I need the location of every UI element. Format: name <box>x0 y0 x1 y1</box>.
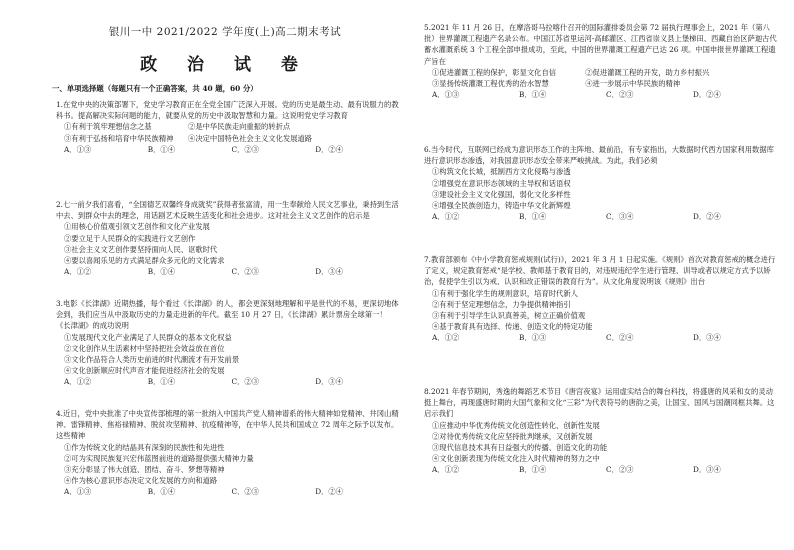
answer-choice: A．①② <box>432 333 460 343</box>
question-option: ③现代信息技术具有日益强大的传播、创造文化的功能 <box>432 443 608 453</box>
question-1 <box>56 99 399 155</box>
question-option: ①作为传统文化的结晶具有深刻的民族性和先进性 <box>64 442 225 452</box>
answer-choices <box>424 464 780 475</box>
question-option: ③显扬传统灌溉工程优秀的治水智慧 ④进一步展示中华民族的精神 <box>432 79 681 89</box>
answer-choices <box>56 376 399 387</box>
answer-choice: B．①④ <box>519 212 547 222</box>
answer-choice: A．①② <box>432 465 460 475</box>
answer-choice: A．①② <box>432 212 460 222</box>
question-option: ④增强全民族创造力，铸造中华文化新辉煌 <box>432 201 571 211</box>
question-option: ①促进灌溉工程的保护，彰显文化自信 ②促进灌溉工程的开发，助力乡村振兴 <box>432 67 710 77</box>
question-option: ②文化创作从生活素材中坚持把社会效益放在首位 <box>64 343 225 353</box>
question-stem: 8.2021 年春节期间，秀逸的舞蹈艺术节目《唐宫夜宴》运用虚实结合的舞台科技，将盛唐的风采和女的灵动挺上舞台，再现盛唐时期的大国气象和文化“三彩”为代表符号的唐韵之美，让国宝、国风与国潮同框共舞。这启示我们 <box>424 387 775 419</box>
answer-choices <box>424 89 780 100</box>
answer-choices <box>56 486 399 497</box>
answer-choice: B．①③ <box>519 333 547 343</box>
page-title: 政 治 试 卷 <box>140 55 310 75</box>
answer-choice: C．③④ <box>606 212 634 222</box>
answer-choice: C．②③ <box>231 377 259 387</box>
answer-choice: C．②③ <box>231 267 259 277</box>
answer-choice: C．②③ <box>231 144 259 154</box>
answer-choice: C．②③ <box>231 487 259 497</box>
question-6 <box>424 144 780 222</box>
answer-choices <box>424 332 780 343</box>
question-stem: 5.2021 年 11 月 26 日，在摩洛哥马拉喀什召开的国际灌排委员会第 72 届执行理事会上，2021 年（第八批）世界灌溉工程遗产名录公布。中国江苏省里运河-高邮灌区、江西省崇义县上堡梯田、西藏自治区萨迦古代蓄水灌溉系统 3 个工程全部申报成功，至此，中国的世界灌溉工程遗产已达 26 项。中国申报世界灌溉工程遗产旨在 <box>424 23 777 66</box>
question-stem: 7.教育部颁布《中小学教育惩戒规则(试行)》，2021 年 3 月 1 日起实施。《规则》首次对教育惩戒的概念进行了定义，规定教育惩戒“是学校、教师基于教育目的，对违规违纪学生进行管理、训导或者以规定方式予以矫治，促使学生引以为戒、认识和改正错误的教育行为”。从文化角度说明该《规则》出台 <box>424 255 776 287</box>
answer-choice: D．③④ <box>693 333 721 343</box>
question-option: ④文化创新顺应时代声音才能促进经济社会的发展 <box>64 366 225 376</box>
answer-choice: D．②④ <box>315 144 343 154</box>
answer-choice: A．①② <box>64 377 92 387</box>
question-2 <box>56 199 399 277</box>
question-option: ②有利于坚定理想信念，力争提供精神指引 <box>432 299 571 309</box>
answer-choice: B．①④ <box>519 90 547 100</box>
answer-choice: A．①③ <box>432 90 460 100</box>
question-7 <box>424 254 780 344</box>
question-option: ④要以喜闻乐见的方式满足群众多元化的文化需求 <box>64 256 225 266</box>
question-option: ③文化作品符合人类历史前进的时代潮流才有开发前景 <box>64 355 240 365</box>
question-option: ②可为实现民族复兴宏伟蓝图前进的道路提供强大精神力量 <box>64 453 254 463</box>
answer-choice: C．②③ <box>606 90 634 100</box>
question-3 <box>56 298 399 388</box>
answer-choice: B．①④ <box>147 377 176 387</box>
question-option: ③建设社会主义文化强国，弱化文化多样性 <box>432 189 571 199</box>
question-option: ①应推动中华优秀传统文化创造性转化、创新性发展 <box>432 420 600 430</box>
question-option: ④作为核心意识形态决定文化发展的方向和道路 <box>64 476 218 486</box>
answer-choice: D．②④ <box>693 90 721 100</box>
answer-choice: C．②④ <box>606 333 634 343</box>
question-option: ②增强党在意识形态领域的主导权和话语权 <box>432 178 571 188</box>
question-option: ①有利于筑牢理想信念之基 ②是中华民族走向重振的转折点 <box>64 122 291 132</box>
school-exam-line: 银川一中 2021/2022 学年度(上)高二期末考试 <box>108 26 342 38</box>
answer-choice: D．③④ <box>315 377 343 387</box>
answer-choice: B．①④ <box>147 487 176 497</box>
answer-choice: A．①② <box>64 267 92 277</box>
answer-choice: A．①③ <box>64 144 92 154</box>
answer-choice: A．①③ <box>64 487 92 497</box>
answer-choice: B．①④ <box>147 144 176 154</box>
question-stem: 6.当今时代，互联网已经成为意识形态工作的主阵地、最前沿，有专家指出，大数据时代西方国家利用数据库进行意识形态渗透，对我国意识形态安全带来严峻挑战。为此，我们必须 <box>424 145 774 166</box>
answer-choice: D．③④ <box>693 465 721 475</box>
question-option: ③有利于弘扬和培育中华民族精神 ④决定中国特色社会主义文化发展道路 <box>64 133 313 143</box>
question-option: ②对待优秀传统文化应坚持批判继承，又创新发展 <box>432 431 593 441</box>
question-option: ①用核心价值观引领文艺创作和文化产业发展 <box>64 222 210 232</box>
question-option: ①构筑文化长城，抵制西方文化侵略与渗透 <box>432 167 571 177</box>
question-8 <box>424 386 780 476</box>
answer-choices <box>56 144 399 155</box>
answer-choices <box>424 211 780 222</box>
question-option: ①有利于强化学生的规则意识，培育时代新人 <box>432 288 578 298</box>
question-stem: 1.在党中央的决策部署下，党史学习教育正在全党全国广泛深入开展。党的历史是最生动、最有说服力的教科书。提高解决实际问题的能力，就要从党的历史中汲取智慧和力量。这说明党史学习教育 <box>56 100 399 121</box>
question-option: ④文化创新表现为传统文化注入时代精神的努力之中 <box>432 454 600 464</box>
question-option: ①发展现代文化产业满足了人民群众的基本文化权益 <box>64 332 232 342</box>
answer-choices <box>56 266 399 277</box>
section-heading: 一、单项选择题（每题只有一个正确答案，共 40 题，60 分） <box>52 84 258 93</box>
question-stem: 2.七一前夕我们喜看，“全国德艺双馨终身成就奖”获得者张富清，用一生奉献给人民文艺事业，秉持到生活中去、到群众中去的理念，用话剧艺术反映生活变化和社会进步。这对社会主义文艺创作的启示是 <box>56 200 399 221</box>
answer-choice: B．①④ <box>147 267 176 277</box>
question-option: ③充分彰显了伟大创造、团结、奋斗、梦想等精神 <box>64 465 225 475</box>
answer-choice: B．①④ <box>519 465 547 475</box>
answer-choice: D．②④ <box>315 487 343 497</box>
question-4 <box>56 408 399 498</box>
question-stem: 3.电影《长津湖》近期热播，每个看过《长津湖》的人，都会更深刻地理解和平是世代的不易，更深切地体会到，我们应当从中汲取历史的力量走进新的年代。截至 10 月 27 日，《长津湖》累计票房全球第一！《长津湖》的成功说明 <box>56 299 399 331</box>
question-option: ③社会主义文艺创作要坚持面向人民、讴歌时代 <box>64 244 218 254</box>
question-stem: 4.近日，党中央批准了中央宣传部梳理的第一批纳入中国共产党人精神谱系的伟大精神如党精神、井冈山精神、雷锋精神、焦裕禄精神、脱贫攻坚精神、抗疫精神等，在中华人民共和国成立 72 周年之际予以发布。这些精神 <box>56 409 399 441</box>
answer-choice: C．②③ <box>606 465 634 475</box>
question-option: ④基于教育具有选择、传递、创造文化的特定功能 <box>432 322 593 332</box>
answer-choice: D．②④ <box>693 212 721 222</box>
question-5 <box>424 22 780 100</box>
answer-choice: D．③④ <box>315 267 343 277</box>
question-option: ③有利于引导学生认识真善美，树立正确价值观 <box>432 311 586 321</box>
question-option: ②要立足于人民群众的实践进行文艺创作 <box>64 233 196 243</box>
